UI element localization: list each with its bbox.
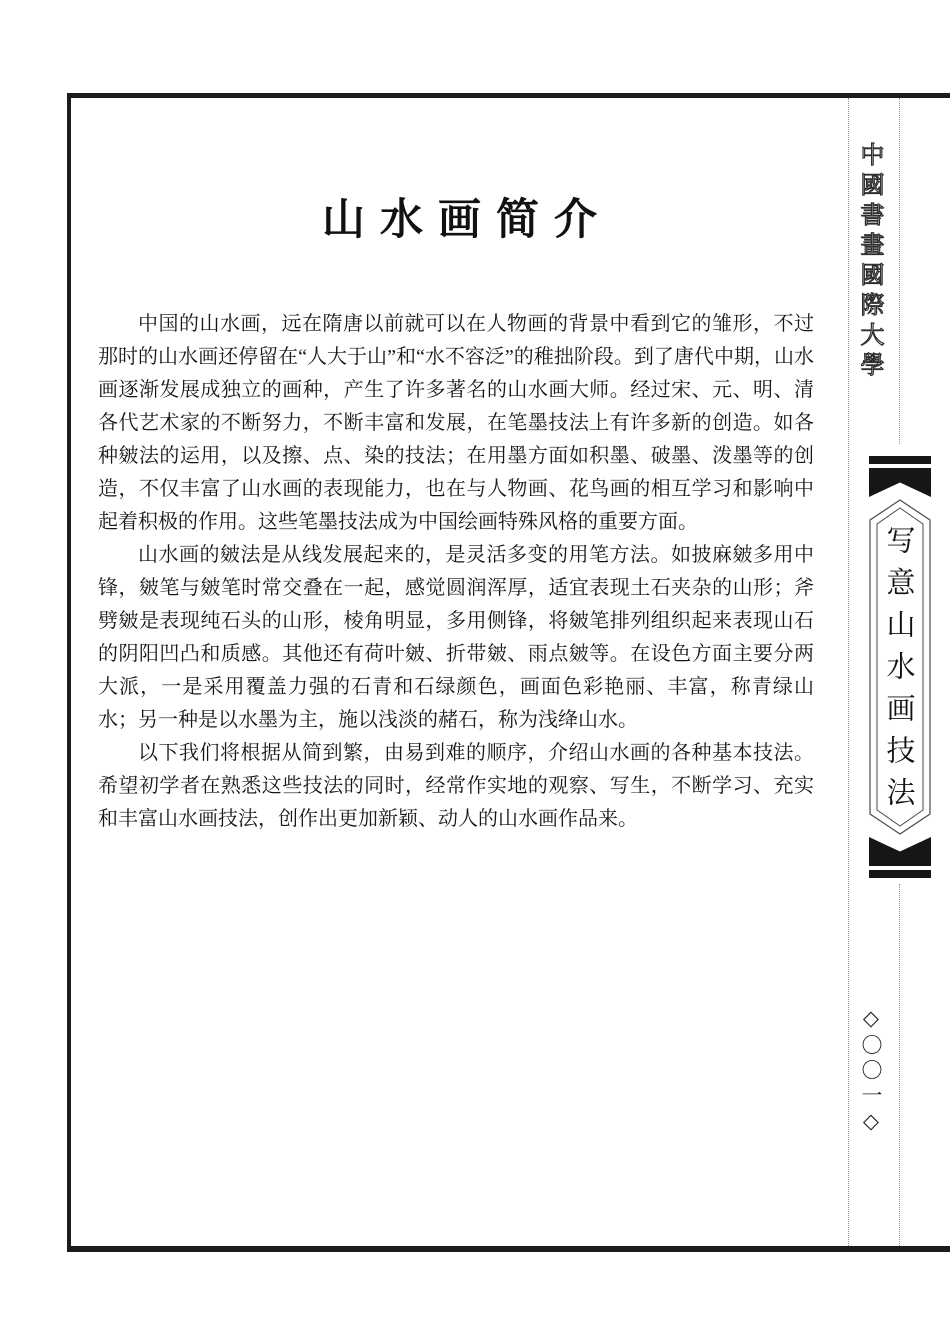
page-number-vertical: ◇〇〇一◇ [859,1006,883,1137]
page-border-bottom [67,1246,950,1252]
page-content [71,98,848,836]
sidebar-header-vertical: 中國書畫國際大學 [856,142,884,382]
cartouche-bottom-ribbon [869,837,931,866]
paragraph-3: 以下我们将根据从简到繁，由易到难的顺序，介绍山水画的各种基本技法。希望初学者在熟悉这些技法的同时，经常作实地的观察、写生，不断学习、充实和丰富山水画技法，创作出更加新颖、动人的山水画作品来。 [98,742,814,830]
cartouche-top-bar [869,456,931,464]
series-title-cartouche [869,456,931,878]
series-title-vertical: 写意山水画技法 [882,525,917,819]
cartouche-top-ribbon [869,468,931,497]
paragraph-1: 中国的山水画，远在隋唐以前就可以在人物画的背景中看到它的雏形，不过那时的山水画还停留在“人大于山”和“水不容泛”的稚拙阶段。到了唐代中期，山水画逐渐发展成独立的画种，产生了许多著名的山水画大师。经过宋、元、明、清各代艺术家的不断努力，不断丰富和发展，在笔墨技法上有许多新的创造。如各种皴法的运用，以及擦、点、染的技法；在用墨方面如积墨、破墨、泼墨等的创造，不仅丰富了山水画的表现能力，也在与人物画、花鸟画的相互学习和影响中起着积极的作用。这些笔墨技法成为中国绘画特殊风格的重要方面。 [98,313,814,533]
cartouche-bottom-bar [869,870,931,878]
body-text [98,308,814,836]
page-title: 山水画简介 [322,195,612,245]
sidebar-outer-rule-top [899,98,900,444]
paragraph-2: 山水画的皴法是从线发展起来的，是灵活多变的用笔方法。如披麻皴多用中锋，皴笔与皴笔时常交叠在一起，感觉圆润浑厚，适宜表现土石夹杂的山形；斧劈皴是表现纯石头的山形，棱角明显，多用侧锋，将皴笔排列组织起来表现山石的阴阳凹凸和质感。其他还有荷叶皴、折带皴、雨点皴等。在设色方面主要分两大派，一是采用覆盖力强的石青和石绿颜色，画面色彩艳丽、丰富，称青绿山水；另一种是以水墨为主，施以浅淡的赭石，称为浅绛山水。 [98,544,814,731]
sidebar-outer-rule-bottom [899,884,900,1246]
sidebar-divider-rule [848,98,849,1246]
cartouche-hexagon [869,499,931,835]
